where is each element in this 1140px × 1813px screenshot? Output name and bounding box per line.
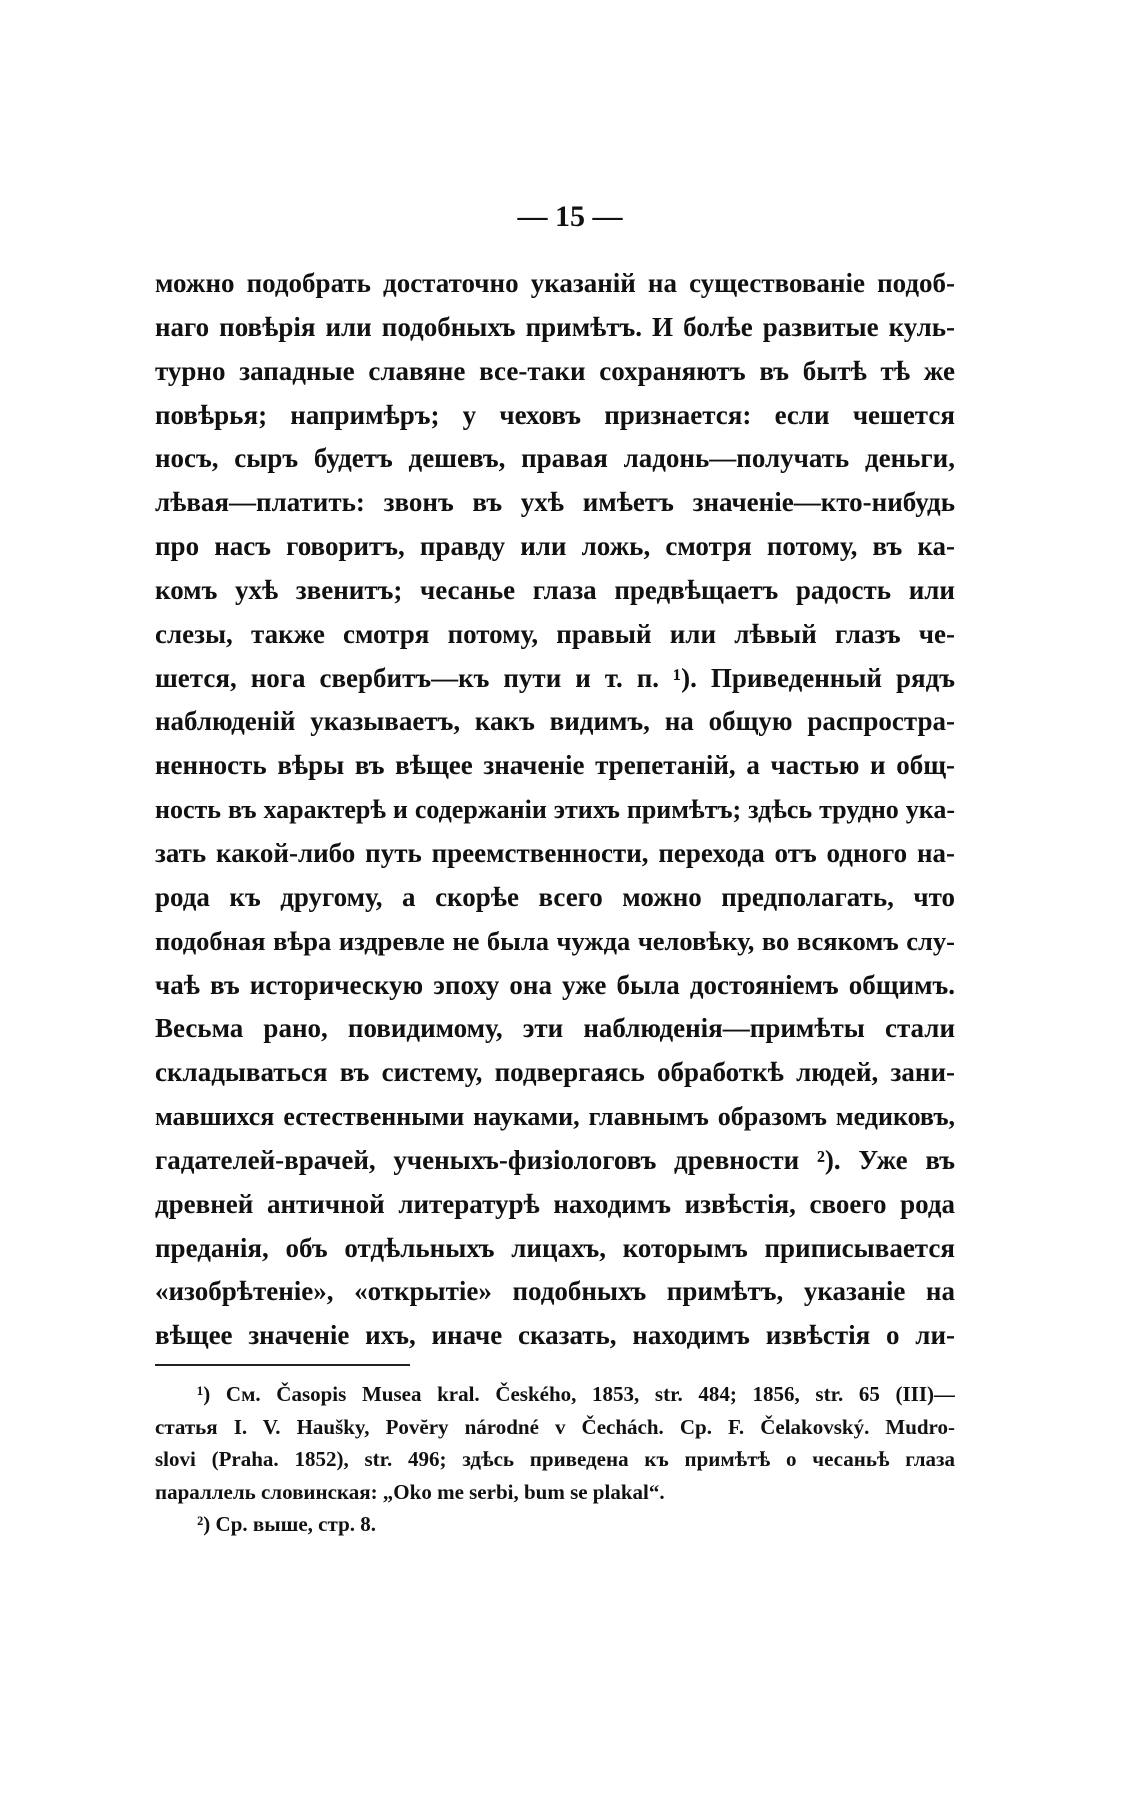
text-line: подобная вѣра издревле не была чужда человѣку, во всякомъ слу- (155, 925, 955, 956)
text-line: Весьма рано, повидимому, эти наблюденія—примѣты стали (155, 1013, 955, 1044)
text-line: комъ ухѣ звенитъ; чесанье глаза предвѣщаетъ радость или (155, 574, 955, 605)
text-line: гадателей-врачей, ученыхъ-физіологовъ древности ²). Уже въ (155, 1144, 955, 1175)
page-number: — 15 — (517, 200, 623, 233)
text-line: рода къ другому, а скорѣе всего можно предполагать, что (155, 881, 955, 912)
text-line: носъ, сыръ будетъ дешевъ, правая ладонь—получать деньги, (155, 443, 955, 474)
text-line: складываться въ систему, подвергаясь обработкѣ людей, зани- (155, 1057, 955, 1088)
text-line: шется, нога свербитъ—къ пути и т. п. ¹). Приведенный рядъ (155, 662, 955, 693)
footnotes (155, 1378, 955, 1541)
text-line: слезы, также смотря потому, правый или лѣвый глазъ че- (155, 618, 955, 649)
footnote-line: параллель словинская: „Oko me serbi, bum se plakal“. (155, 1479, 665, 1504)
text-line: ность въ характерѣ и содержаніи этихъ примѣтъ; здѣсь трудно ука- (155, 795, 955, 825)
text-line: мавшихся естественными науками, главнымъ образомъ медиковъ, (155, 1102, 955, 1132)
text-line: лѣвая—платить: звонъ въ ухѣ имѣетъ значеніе—кто-нибудь (155, 487, 955, 518)
text-line: древней античной литературѣ находимъ извѣстія, своего рода (155, 1188, 955, 1219)
footnote-line: ¹) См. Časopis Musea kral. Českého, 1853, str. 484; 1856, str. 65 (III)— (197, 1382, 955, 1406)
footnote-line: ²) Ср. выше, стр. 8. (197, 1512, 376, 1536)
text-line: «изобрѣтеніе», «открытіе» подобныхъ примѣтъ, указаніе на (155, 1276, 955, 1307)
text-line: турно западные славяне все-таки сохраняютъ въ бытѣ тѣ же (155, 355, 955, 386)
text-line: наго повѣрія или подобныхъ примѣтъ. И болѣе развитые куль- (155, 311, 955, 342)
text-line: про насъ говоритъ, правду или ложь, смотря потому, въ ка- (155, 531, 955, 562)
text-line: вѣщее значеніе ихъ, иначе сказать, находимъ извѣстія о ли- (155, 1320, 955, 1351)
text-line: преданія, объ отдѣльныхъ лицахъ, которымъ приписывается (155, 1232, 955, 1263)
text-line: можно подобрать достаточно указаній на существованіе подоб- (155, 268, 955, 298)
footnote-line: slovi (Praha. 1852), str. 496; здѣсь приведена къ примѣтѣ о чесаньѣ глаза (155, 1447, 955, 1471)
text-line: ненность вѣры въ вѣщее значеніе трепетаній, а частью и общ- (155, 750, 955, 781)
body-text (155, 262, 955, 1358)
footnote-line: статья I. V. Haušky, Povĕry národné v Čechách. Ср. F. Čelakovský. Mudro- (155, 1414, 955, 1439)
text-line: повѣрья; напримѣръ; у чеховъ признается: если чешется (155, 399, 955, 430)
text-line: наблюденій указываетъ, какъ видимъ, на общую распростра- (155, 706, 955, 737)
text-line: чаѣ въ историческую эпоху она уже была достояніемъ общимъ. (155, 969, 955, 1000)
footnote-divider (155, 1364, 410, 1366)
text-line: зать какой-либо путь преемственности, перехода отъ одного на- (155, 837, 955, 868)
